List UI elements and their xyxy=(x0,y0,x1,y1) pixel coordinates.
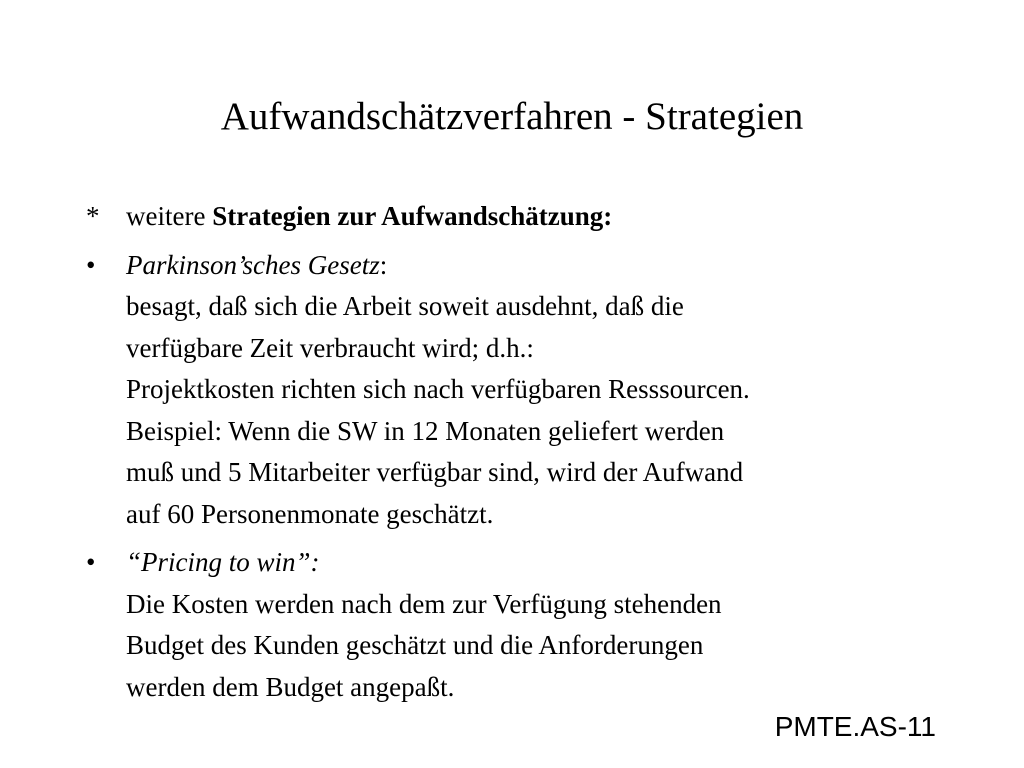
item-heading: “Pricing to win”: xyxy=(126,547,320,577)
item-text-line: werden dem Budget angepaßt. xyxy=(126,671,455,702)
list-item-strategies xyxy=(86,196,946,238)
asterisk-marker: * xyxy=(86,201,100,231)
slide-title: Aufwandschätzverfahren - Strategien xyxy=(220,95,804,138)
item-text-line: besagt, daß sich die Arbeit soweit ausdehnt, daß die xyxy=(126,291,684,321)
bullet-list xyxy=(86,196,946,715)
item-text-line: muß und 5 Mitarbeiter verfügbar sind, wird der Aufwand xyxy=(126,457,744,487)
intro-text: weitere xyxy=(126,201,213,231)
item-heading-suffix: : xyxy=(379,249,388,280)
bullet-marker: • xyxy=(86,249,96,280)
list-item-pricing-to-win xyxy=(86,542,946,708)
item-heading-line xyxy=(126,245,946,287)
item-heading: Parkinson’sches Gesetz xyxy=(126,249,380,280)
intro-line xyxy=(126,196,946,238)
list-item-parkinson xyxy=(86,245,946,536)
item-text-line: verfügbare Zeit verbraucht wird; d.h.: xyxy=(126,332,534,363)
bullet-marker: • xyxy=(86,547,96,577)
item-text-line: auf 60 Personenmonate geschätzt. xyxy=(126,498,494,529)
slide-footer-id: PMTE.AS-11 xyxy=(774,711,936,742)
intro-bold-text: Strategien zur Aufwandschätzung: xyxy=(212,201,613,231)
item-text-line: Budget des Kunden geschätzt und die Anforderungen xyxy=(126,630,704,660)
item-text-line: Die Kosten werden nach dem zur Verfügung stehenden xyxy=(126,588,722,619)
item-text-line: Projektkosten richten sich nach verfügbaren Resssourcen. xyxy=(126,374,750,404)
item-text-line: Beispiel: Wenn die SW in 12 Monaten geliefert werden xyxy=(126,415,725,446)
